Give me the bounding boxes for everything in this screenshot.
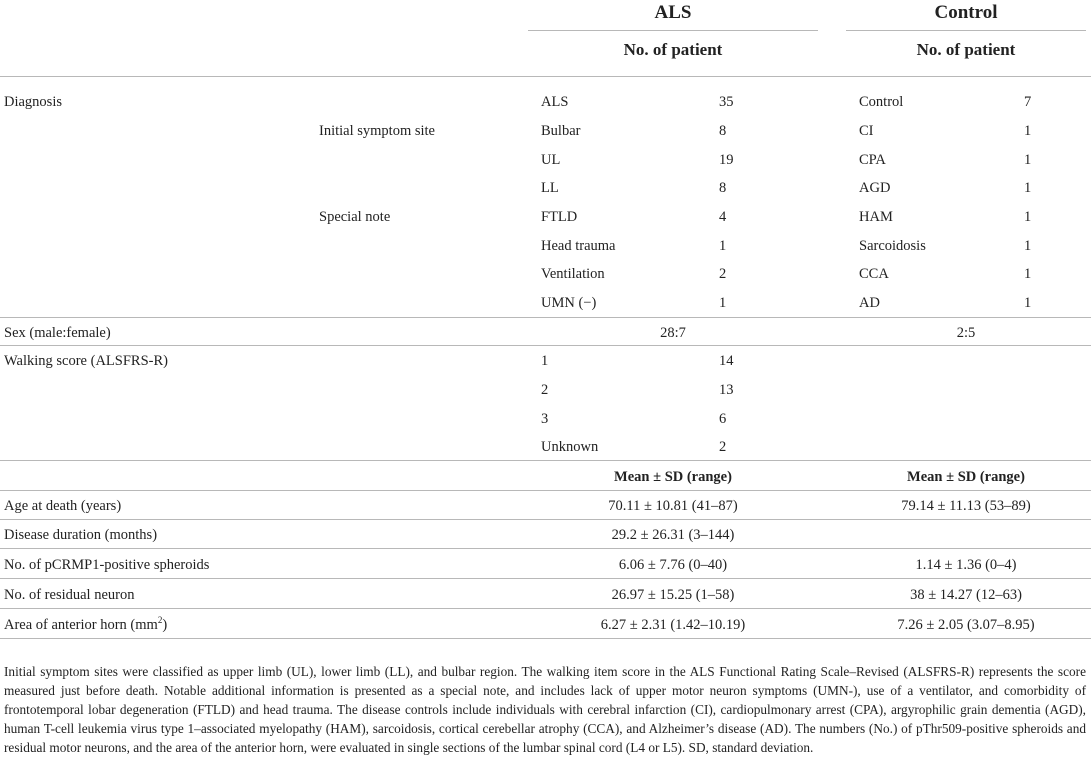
area-label-end: ) — [162, 617, 168, 633]
stats-header-rule — [0, 490, 1091, 491]
als-diagnosis-name: Head trauma — [541, 238, 616, 254]
diagnosis-label: Diagnosis — [4, 94, 62, 110]
control-diagnosis-name: CCA — [859, 266, 889, 282]
control-diagnosis-count: 1 — [1024, 295, 1032, 311]
stats-row-control: 1.14 ± 1.36 (0–4) — [915, 557, 1017, 573]
als-diagnosis-name: Bulbar — [541, 123, 581, 139]
area-control-value: 7.26 ± 2.05 (3.07–8.95) — [897, 617, 1035, 633]
control-diagnosis-count: 1 — [1024, 266, 1032, 282]
als-group-header: ALS — [654, 2, 692, 23]
stats-row-label: Age at death (years) — [4, 498, 122, 514]
control-diagnosis-count: 1 — [1024, 180, 1032, 196]
walking-score: 3 — [541, 411, 549, 427]
sex-bottom-rule — [0, 345, 1091, 346]
control-header-rule — [846, 30, 1086, 31]
stats-row-control: 79.14 ± 11.13 (53–89) — [901, 498, 1031, 514]
als-subheader: No. of patient — [623, 40, 723, 59]
walking-score: Unknown — [541, 439, 599, 455]
stats-row-als: 70.11 ± 10.81 (41–87) — [608, 498, 738, 514]
control-diagnosis-name: AGD — [859, 180, 891, 196]
control-diagnosis-name: Sarcoidosis — [859, 238, 926, 254]
initial-symptom-label: Initial symptom site — [319, 123, 435, 139]
sex-control-value: 2:5 — [956, 325, 976, 341]
walking-score: 2 — [541, 382, 549, 398]
control-diagnosis-name: CI — [859, 123, 874, 139]
als-diagnosis-count: 1 — [719, 295, 727, 311]
control-diagnosis-name: HAM — [859, 209, 893, 225]
stats-row-rule — [0, 519, 1091, 520]
control-group-header: Control — [934, 2, 998, 23]
walking-score: 1 — [541, 353, 549, 369]
table-footnote: Initial symptom sites were classified as upper limb (UL), lower limb (LL), and bulbar region. The walking item score in the ALS Functional Rating Scale–Revised (ALSFRS-R) represents the score measured just before death. Notable additional information is presented as a special note, and includes lack of upper motor neuron symptoms (UMN-), use of a ventilator, and comorbidity of frontotemporal lobar degeneration (FTLD) and head trauma. The disease controls include individuals with cerebral infarction (CI), cardiopulmonary arrest (CPA), argyrophilic grain dementia (AGD), human T-cell leukemia virus type 1–associated myelopathy (HAM), sarcoidosis, cortical cerebellar atrophy (CCA), and Alzheimer’s disease (AD). The numbers (No.) of pThr509-positive spheroids and residual motor neurons, and the area of the anterior horn, were evaluated in single sections of the lumbar spinal cord (L4 or L5). SD, standard deviation. — [4, 664, 1086, 755]
als-diagnosis-name: FTLD — [541, 209, 578, 225]
sex-als-value: 28:7 — [660, 325, 686, 341]
als-stats-header: Mean ± SD (range) — [614, 469, 732, 485]
walking-label: Walking score (ALSFRS-R) — [4, 353, 168, 369]
table-bottom-rule — [0, 638, 1091, 639]
als-diagnosis-name: UMN (−) — [541, 295, 597, 311]
control-diagnosis-count: 1 — [1024, 123, 1032, 139]
stats-row-label: No. of pCRMP1-positive spheroids — [4, 557, 210, 573]
als-diagnosis-count: 8 — [719, 180, 727, 196]
als-header-rule — [528, 30, 818, 31]
header-bottom-rule — [0, 76, 1091, 77]
control-subheader: No. of patient — [916, 40, 1016, 59]
area-label-main: Area of anterior horn (mm — [4, 617, 158, 633]
sex-label: Sex (male:female) — [4, 325, 111, 341]
walking-count: 14 — [719, 353, 734, 369]
control-stats-header: Mean ± SD (range) — [907, 469, 1025, 485]
als-diagnosis-name: LL — [541, 180, 559, 196]
als-diagnosis-name: UL — [541, 152, 561, 168]
walking-count: 6 — [719, 411, 727, 427]
als-diagnosis-count: 1 — [719, 238, 727, 254]
control-diagnosis-count: 1 — [1024, 238, 1032, 254]
stats-row-label: No. of residual neuron — [4, 587, 135, 603]
control-diagnosis-count: 7 — [1024, 94, 1032, 110]
walking-count: 13 — [719, 382, 734, 398]
stats-row-als: 26.97 ± 15.25 (1–58) — [611, 587, 735, 603]
walking-bottom-rule — [0, 460, 1091, 461]
als-diagnosis-count: 19 — [719, 152, 734, 168]
control-diagnosis-count: 1 — [1024, 152, 1032, 168]
als-diagnosis-name: ALS — [541, 94, 569, 110]
control-diagnosis-name: AD — [859, 295, 880, 311]
area-label-sup: 2 — [157, 615, 163, 626]
special-note-label: Special note — [319, 209, 391, 225]
area-label — [4, 616, 167, 634]
als-diagnosis-count: 4 — [719, 209, 727, 225]
als-diagnosis-count: 35 — [719, 94, 734, 110]
stats-row-rule — [0, 608, 1091, 609]
area-als-value: 6.27 ± 2.31 (1.42–10.19) — [600, 617, 746, 633]
als-diagnosis-name: Ventilation — [541, 266, 605, 282]
control-diagnosis-count: 1 — [1024, 209, 1032, 225]
stats-row-als: 6.06 ± 7.76 (0–40) — [618, 557, 728, 573]
control-diagnosis-name: Control — [859, 94, 904, 110]
stats-row-label: Disease duration (months) — [4, 527, 158, 543]
als-diagnosis-count: 2 — [719, 266, 727, 282]
walking-count: 2 — [719, 439, 727, 455]
als-diagnosis-count: 8 — [719, 123, 727, 139]
stats-row-als: 29.2 ± 26.31 (3–144) — [611, 527, 735, 543]
stats-row-control: 38 ± 14.27 (12–63) — [910, 587, 1022, 603]
stats-row-rule — [0, 548, 1091, 549]
diagnosis-bottom-rule — [0, 317, 1091, 318]
control-diagnosis-name: CPA — [859, 152, 886, 168]
stats-row-rule — [0, 578, 1091, 579]
